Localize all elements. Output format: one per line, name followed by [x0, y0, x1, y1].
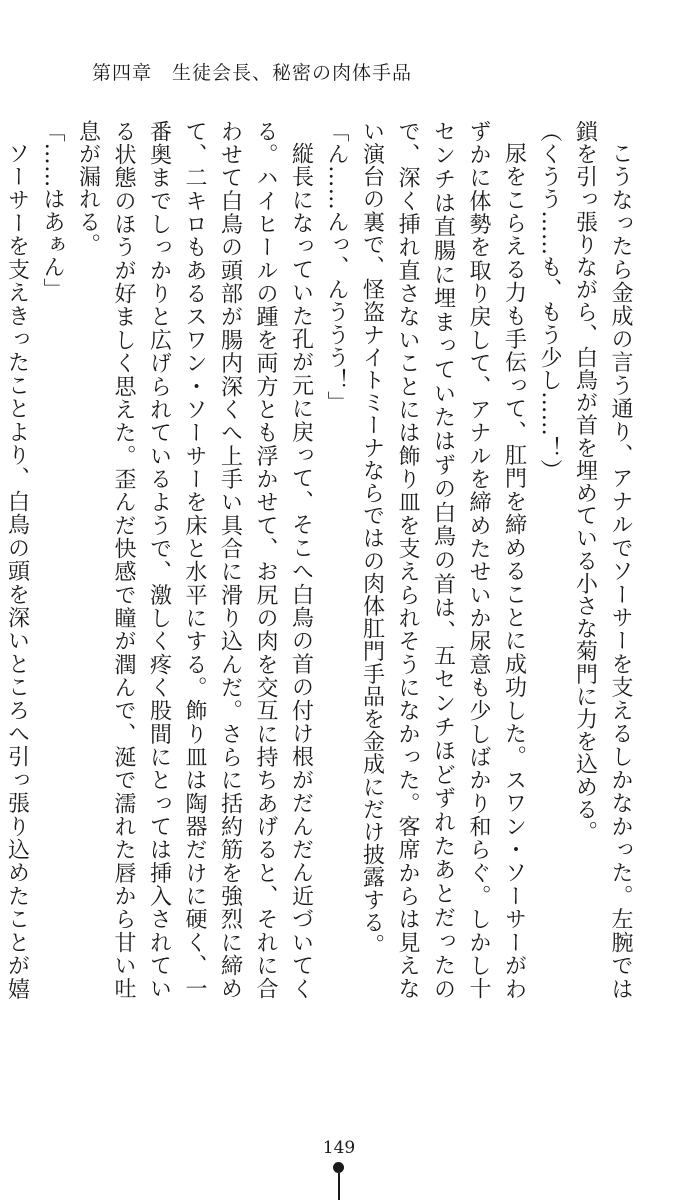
- paragraph-6: 「……はあぁん」: [40, 120, 65, 301]
- paragraph-3: 尿をこらえる力も手伝って、肛門を締めることに成功した。スワン・ソーサーがわずかに体勢を取り戻して、アナルを締めたせいか尿意も少しばかり和らぐ。しかし十センチは直腸に埋まっていたはずの白鳥の首は、五センチほどずれたあとだったので、深く挿れ直さないことには飾り皿を支えられそうになかった。客席からは見えない演台の裏で、怪盗ナイトミーナならではの肉体肛門手品を金成にだけ披露する。: [359, 120, 527, 1000]
- paragraph-1: こうなったら金成の言う通り、アナルでソーサーを支えるしかなかった。左腕では鎖を引っ張りながら、白鳥が首を埋めている小さな菊門に力を込める。: [572, 120, 633, 1000]
- folio-line: [338, 1173, 340, 1200]
- paragraph-2: （くうう……も、もう少し……！）: [537, 120, 562, 482]
- folio-dot-icon: [333, 1162, 344, 1173]
- running-head: 第四章 生徒会長、秘密の肉体手品: [92, 62, 413, 84]
- body-text: [4, 120, 638, 1000]
- paragraph-7: ソーサーを支えきったことより、白鳥の頭を深いところへ引っ張り込めたことが嬉: [4, 142, 30, 1000]
- paragraph-4: 「ん……んっ、んううう！」: [324, 120, 349, 414]
- paragraph-5: 縦長になっていた孔が元に戻って、そこへ白鳥の首の付け根がだんだん近づいてくる。ハイヒールの踵を両方とも浮かせて、お尻の肉を交互に持ちあげると、それに合わせて白鳥の頭部が腸内深くへ上手い具合に滑り込んだ。さらに括約筋を強烈に締めて、二キロもあるスワン・ソーサーを床と水平にする。飾り皿は陶器だけに硬く、一番奥までしっかりと広げられているようで、激しく疼く股間にとっては挿入されている状態のほうが好ましく思えた。歪んだ快感で瞳が潤んで、涎で濡れた唇から甘い吐息が漏れる。: [75, 120, 314, 1000]
- page-number: 149: [322, 1138, 356, 1158]
